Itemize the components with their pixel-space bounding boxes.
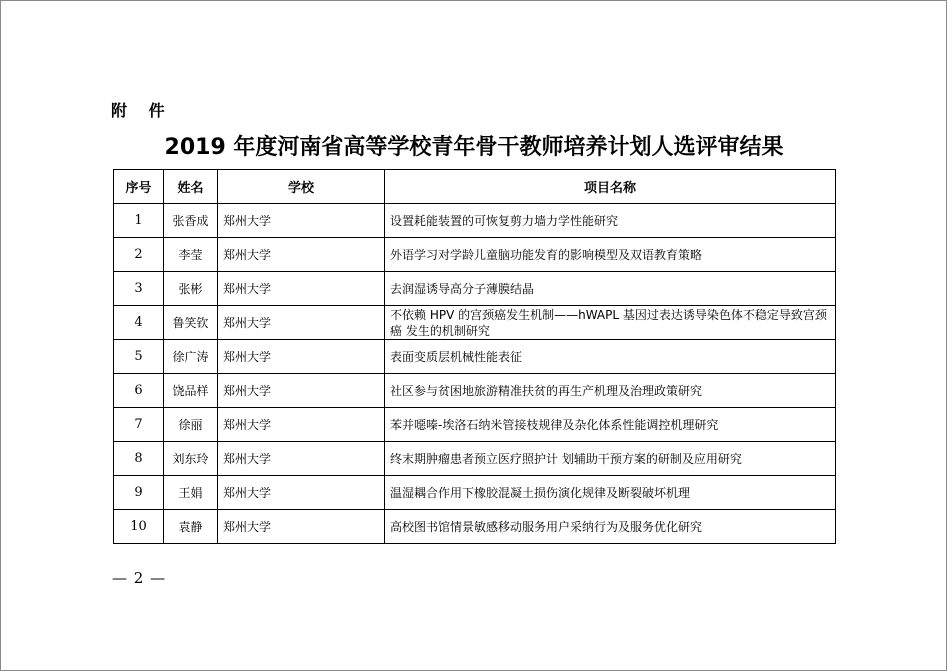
row-school: 郑州大学: [218, 510, 385, 544]
row-number: 10: [114, 510, 164, 544]
attachment-label: 附 件: [111, 101, 173, 120]
row-number: 6: [114, 374, 164, 408]
row-project: 苯并噁嗪-埃洛石纳米管接枝规律及杂化体系性能调控机理研究: [385, 408, 836, 442]
table-header-row: [114, 170, 836, 204]
row-name: 饶品样: [164, 374, 218, 408]
row-number: 4: [114, 306, 164, 340]
table-row: [114, 340, 836, 374]
header-name: 姓名: [164, 170, 218, 204]
row-number: 8: [114, 442, 164, 476]
row-name: 袁静: [164, 510, 218, 544]
row-project: 终末期肿瘤患者预立医疗照护计 划辅助干预方案的研制及应用研究: [385, 442, 836, 476]
row-school: 郑州大学: [218, 442, 385, 476]
row-school: 郑州大学: [218, 306, 385, 340]
row-number: 1: [114, 204, 164, 238]
table-row: [114, 442, 836, 476]
table-row: [114, 510, 836, 544]
row-school: 郑州大学: [218, 272, 385, 306]
row-project: 表面变质层机械性能表征: [385, 340, 836, 374]
document-title: 2019 年度河南省高等学校青年骨干教师培养计划人选评审结果: [164, 135, 784, 160]
table-row: [114, 272, 836, 306]
row-name: 徐广涛: [164, 340, 218, 374]
row-name: 刘东玲: [164, 442, 218, 476]
row-project: 设置耗能装置的可恢复剪力墙力学性能研究: [385, 204, 836, 238]
row-school: 郑州大学: [218, 238, 385, 272]
row-name: 鲁笑钦: [164, 306, 218, 340]
row-name: 张香成: [164, 204, 218, 238]
row-project: 去润湿诱导高分子薄膜结晶: [385, 272, 836, 306]
row-number: 5: [114, 340, 164, 374]
row-school: 郑州大学: [218, 408, 385, 442]
table-row: [114, 204, 836, 238]
row-number: 3: [114, 272, 164, 306]
row-name: 王娟: [164, 476, 218, 510]
row-project: 不依赖 HPV 的宫颈癌发生机制——hWAPL 基因过表达诱导染色体不稳定导致宫颈癌 发生的机制研究: [385, 306, 836, 340]
row-name: 徐丽: [164, 408, 218, 442]
row-school: 郑州大学: [218, 340, 385, 374]
results-table: [113, 169, 836, 544]
header-project: 项目名称: [385, 170, 836, 204]
row-school: 郑州大学: [218, 374, 385, 408]
row-project: 温湿耦合作用下橡胶混凝土损伤演化规律及断裂破坏机理: [385, 476, 836, 510]
header-number: 序号: [114, 170, 164, 204]
row-number: 7: [114, 408, 164, 442]
header-school: 学校: [218, 170, 385, 204]
page-number: — 2 —: [112, 569, 167, 587]
row-project: 社区参与贫困地旅游精准扶贫的再生产机理及治理政策研究: [385, 374, 836, 408]
row-project: 高校图书馆情景敏感移动服务用户采纳行为及服务优化研究: [385, 510, 836, 544]
table-row: [114, 374, 836, 408]
row-project: 外语学习对学龄儿童脑功能发育的影响模型及双语教育策略: [385, 238, 836, 272]
row-school: 郑州大学: [218, 204, 385, 238]
table-row: [114, 476, 836, 510]
row-name: 张彬: [164, 272, 218, 306]
row-school: 郑州大学: [218, 476, 385, 510]
row-name: 李莹: [164, 238, 218, 272]
table-row: [114, 238, 836, 272]
table-row: [114, 408, 836, 442]
table-row: [114, 306, 836, 340]
row-number: 2: [114, 238, 164, 272]
row-number: 9: [114, 476, 164, 510]
